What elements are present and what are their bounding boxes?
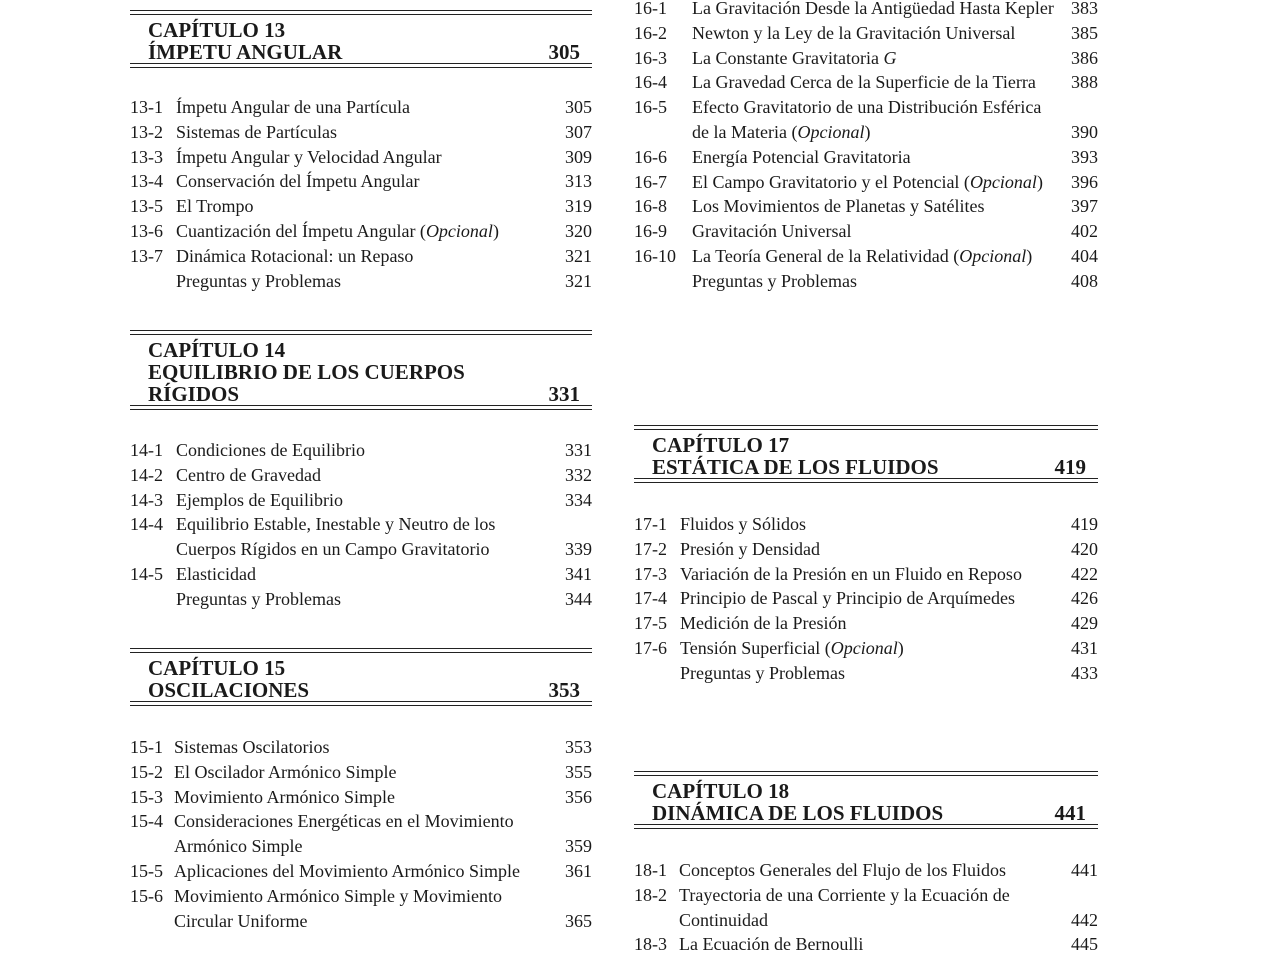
chapter-17-page: 419 bbox=[1054, 455, 1086, 479]
toc-entry[interactable]: Preguntas y Problemas 408 bbox=[692, 270, 1098, 291]
toc-entry[interactable]: 18-2 Trayectoria de una Corriente y la Ecuación de Continuidad 442 bbox=[634, 884, 1098, 930]
toc-entry[interactable]: 16-2 Newton y la Ley de la Gravitación Universal 385 bbox=[634, 22, 1098, 43]
toc-entry[interactable]: 13-4 Conservación del Ímpetu Angular 313 bbox=[130, 171, 592, 192]
toc-entry[interactable]: 17-5 Medición de la Presión 429 bbox=[634, 613, 1098, 634]
toc-entry[interactable]: 15-5 Aplicaciones del Movimiento Armónico Simple 361 bbox=[130, 860, 592, 881]
chapter-13-label: CAPÍTULO 13 bbox=[148, 18, 286, 42]
toc-entry[interactable]: 14-4 Equilibrio Estable, Inestable y Neutro de los Cuerpos Rígidos en un Campo Gravitatorio 339 bbox=[130, 514, 592, 560]
chapter-15-page: 353 bbox=[548, 678, 580, 702]
chapter-18-page: 441 bbox=[1054, 801, 1086, 825]
chapter-14 bbox=[130, 330, 592, 609]
toc-entry[interactable]: 17-4 Principio de Pascal y Principio de Arquímedes 426 bbox=[634, 588, 1098, 609]
chapter-13-header bbox=[130, 10, 592, 68]
toc-entry[interactable]: 16-1 La Gravitación Desde la Antigüedad Hasta Kepler 383 bbox=[634, 0, 1098, 18]
toc-entry[interactable]: 14-2 Centro de Gravedad 332 bbox=[130, 464, 592, 485]
chapter-17-header bbox=[634, 425, 1098, 483]
toc-entry[interactable]: 15-6 Movimiento Armónico Simple y Movimiento Circular Uniforme 365 bbox=[130, 885, 592, 931]
toc-entry[interactable]: 17-1 Fluidos y Sólidos 419 bbox=[634, 514, 1098, 534]
chapter-13 bbox=[130, 10, 592, 291]
toc-entry[interactable]: Preguntas y Problemas 344 bbox=[176, 588, 592, 609]
toc-entry[interactable]: 14-5 Elasticidad 341 bbox=[130, 563, 592, 584]
chapter-14-page: 331 bbox=[548, 382, 580, 406]
chapter-14-header bbox=[130, 330, 592, 410]
toc-entry[interactable]: 18-3 La Ecuación de Bernoulli 445 bbox=[634, 934, 1098, 955]
chapter-18 bbox=[634, 771, 1098, 955]
chapter-16-entries bbox=[634, 0, 1098, 294]
chapter-14-title-line-1: EQUILIBRIO DE LOS CUERPOS bbox=[148, 360, 465, 384]
toc-entry[interactable]: 17-6 Tensión Superficial (Opcional) 431 bbox=[634, 637, 1098, 658]
chapter-13-page: 305 bbox=[548, 40, 580, 64]
toc-entry[interactable]: 14-1 Condiciones de Equilibrio 331 bbox=[130, 440, 592, 460]
chapter-14-label: CAPÍTULO 14 bbox=[148, 338, 286, 362]
chapter-18-label: CAPÍTULO 18 bbox=[652, 779, 790, 803]
toc-entry[interactable]: 16-3 La Constante Gravitatoria G 386 bbox=[634, 47, 1098, 68]
chapter-15-label: CAPÍTULO 15 bbox=[148, 656, 286, 680]
toc-entry[interactable]: 16-7 El Campo Gravitatorio y el Potencial (Opcional) 396 bbox=[634, 171, 1098, 192]
chapter-17 bbox=[634, 425, 1098, 683]
toc-entry[interactable]: 14-3 Ejemplos de Equilibrio 334 bbox=[130, 489, 592, 510]
chapter-18-title: DINÁMICA DE LOS FLUIDOS bbox=[652, 801, 944, 825]
toc-entry[interactable]: 13-6 Cuantización del Ímpetu Angular (Opcional) 320 bbox=[130, 220, 592, 241]
chapter-15-title: OSCILACIONES bbox=[148, 678, 310, 702]
toc-entry[interactable]: 13-7 Dinámica Rotacional: un Repaso 321 bbox=[130, 245, 592, 266]
toc-entry[interactable]: 16-8 Los Movimientos de Planetas y Satélites 397 bbox=[634, 196, 1098, 217]
chapter-18-header bbox=[634, 771, 1098, 829]
toc-entry[interactable]: 13-3 Ímpetu Angular y Velocidad Angular 309 bbox=[130, 146, 592, 167]
toc-entry[interactable]: Preguntas y Problemas 321 bbox=[176, 270, 592, 291]
chapter-15 bbox=[130, 648, 592, 931]
toc-entry[interactable]: 16-6 Energía Potencial Gravitatoria 393 bbox=[634, 146, 1098, 167]
toc-entry[interactable]: 15-3 Movimiento Armónico Simple 356 bbox=[130, 786, 592, 807]
toc-entry[interactable]: 17-3 Variación de la Presión en un Fluido en Reposo 422 bbox=[634, 563, 1098, 584]
toc-entry[interactable]: 18-1 Conceptos Generales del Flujo de los Fluidos 441 bbox=[634, 860, 1098, 880]
toc-entry[interactable]: 13-2 Sistemas de Partículas 307 bbox=[130, 121, 592, 142]
chapter-15-header bbox=[130, 648, 592, 706]
toc-entry[interactable]: 15-2 El Oscilador Armónico Simple 355 bbox=[130, 761, 592, 782]
toc-entry[interactable]: 16-5 Efecto Gravitatorio de una Distribución Esférica de la Materia (Opcional) 390 bbox=[634, 97, 1098, 142]
toc-entry[interactable]: 16-9 Gravitación Universal 402 bbox=[634, 221, 1098, 242]
chapter-13-entries bbox=[130, 95, 592, 293]
toc-entry[interactable]: 16-4 La Gravedad Cerca de la Superficie de la Tierra 388 bbox=[634, 72, 1098, 93]
chapter-18-entries bbox=[634, 858, 1098, 957]
toc-entry[interactable]: 16-10 La Teoría General de la Relatividad (Opcional) 404 bbox=[634, 245, 1098, 266]
chapter-14-title-line-2: RÍGIDOS bbox=[148, 382, 240, 406]
chapter-13-title: ÍMPETU ANGULAR bbox=[148, 40, 343, 64]
toc-entry[interactable]: 17-2 Presión y Densidad 420 bbox=[634, 538, 1098, 559]
toc-entry[interactable]: 15-1 Sistemas Oscilatorios 353 bbox=[130, 737, 592, 757]
toc-entry[interactable]: 13-5 El Trompo 319 bbox=[130, 196, 592, 217]
chapter-15-entries bbox=[130, 735, 592, 933]
chapter-17-entries bbox=[634, 512, 1098, 686]
chapter-17-label: CAPÍTULO 17 bbox=[652, 433, 790, 457]
chapter-14-entries bbox=[130, 438, 592, 612]
toc-entry[interactable]: 13-1 Ímpetu Angular de una Partícula 305 bbox=[130, 97, 592, 117]
toc-entry[interactable]: Preguntas y Problemas 433 bbox=[680, 662, 1098, 683]
chapter-17-title: ESTÁTICA DE LOS FLUIDOS bbox=[652, 455, 939, 479]
toc-entry[interactable]: 15-4 Consideraciones Energéticas en el Movimiento Armónico Simple 359 bbox=[130, 811, 592, 857]
